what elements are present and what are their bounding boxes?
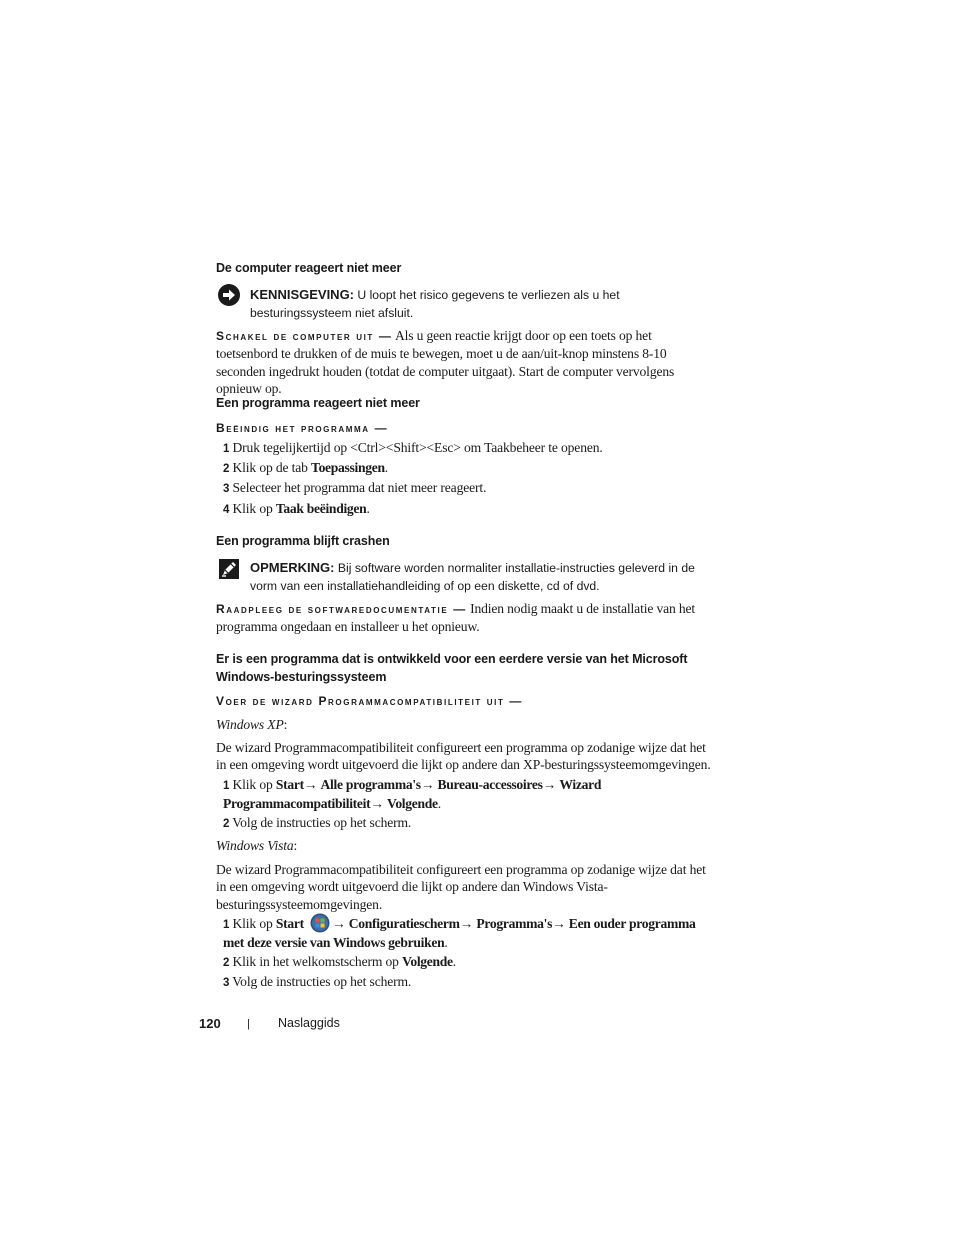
- arrow: →: [370, 796, 384, 812]
- paragraph-software-docs: [216, 600, 716, 636]
- action-end-program: [216, 419, 716, 437]
- colon: :: [293, 838, 298, 853]
- step-text: Selecteer het programma dat niet meer reageert.: [232, 480, 487, 495]
- step-text: Volg de instructies op het scherm.: [232, 815, 412, 830]
- ui-label-start: Start: [275, 916, 304, 931]
- action-text-software-docs: Indien nodig maakt u de installatie van het programma ongedaan en installeer u het opnieuw.: [216, 601, 696, 635]
- ui-label-use-older-program: Een ouder programma met deze versie van Windows gebruiken: [223, 916, 696, 951]
- action-title-compat-wizard: Voer de wizard Programmacompatibiliteit uit —: [216, 694, 524, 708]
- step-punct: .: [366, 501, 370, 516]
- step-text: Volg de instructies op het scherm.: [232, 974, 412, 989]
- note-label: OPMERKING:: [250, 560, 335, 575]
- ui-label-all-programs: Alle programma's: [320, 777, 421, 792]
- arrow: →: [552, 916, 566, 931]
- xp-step-2: [223, 814, 715, 833]
- ui-label-next: Volgende: [402, 954, 453, 969]
- ui-label-programs: Programma's: [476, 916, 553, 931]
- paragraph-power-off: [216, 327, 716, 397]
- arrow: →: [542, 777, 557, 792]
- step-4: [223, 500, 715, 519]
- step-text: Klik op: [232, 501, 276, 516]
- step-text: Druk tegelijkertijd op <Ctrl><Shift><Esc> om Taakbeheer te openen.: [232, 440, 603, 455]
- heading-program-keeps-crashing: Een programma blijft crashen: [216, 534, 390, 548]
- action-title-power-off: Schakel de computer uit —: [216, 329, 393, 343]
- note-pencil-icon: [218, 558, 240, 580]
- windows-start-orb-icon: [310, 913, 330, 933]
- xp-step-1: [223, 776, 715, 813]
- paragraph-vista-description: De wizard Programmacompatibiliteit configureert een programma op zodanige wijze dat het in een omgeving wordt uitgevoerd die lijkt op andere dan Windows Vista-besturingssysteemomgevingen.: [216, 862, 706, 912]
- colon: :: [283, 717, 288, 732]
- notice-arrow-icon: [218, 284, 240, 306]
- step-text: Klik op: [232, 916, 276, 931]
- step-3: [223, 479, 715, 498]
- step-punct: .: [452, 954, 457, 969]
- footer-title: Naslaggids: [278, 1016, 340, 1030]
- page-number: 120: [199, 1016, 221, 1031]
- step-2: [223, 459, 715, 478]
- notice-label: KENNISGEVING:: [250, 287, 355, 302]
- notice-block: [250, 286, 720, 322]
- vista-step-1: [223, 913, 715, 952]
- step-1: [223, 439, 715, 458]
- heading-older-windows-program: Er is een programma dat is ontwikkeld voor een eerdere versie van het Microsoft Windows-besturingssysteem: [216, 652, 688, 684]
- step-number: 3: [223, 483, 230, 495]
- step-text: Klik op de tab: [232, 460, 312, 475]
- step-number: 1: [223, 919, 230, 931]
- ui-label-start: Start: [275, 777, 304, 792]
- vista-step-3: [223, 973, 715, 992]
- vista-step-2: [223, 953, 715, 972]
- step-number: 2: [223, 463, 230, 475]
- step-text: Klik in het welkomstscherm op: [232, 954, 403, 969]
- windows-xp-label: Windows XP: [216, 717, 284, 732]
- step-number: 2: [223, 957, 230, 969]
- arrow: →: [420, 777, 435, 792]
- action-text-power-off: Als u geen reactie krijgt door op een toets op het toetsenbord te drukken of de muis te bewegen, moet u de aan/uit-knop minstens 8-10 seconden ingedrukt houden (totdat de computer uitgaat). Start de computer vervolgens opnieuw op.: [216, 328, 675, 396]
- step-number: 4: [223, 504, 230, 516]
- action-compat-wizard: [216, 692, 716, 710]
- step-number: 1: [223, 443, 230, 455]
- step-number: 3: [223, 977, 230, 989]
- step-punct: .: [444, 935, 448, 951]
- label-windows-vista: [216, 837, 716, 854]
- label-windows-xp: [216, 716, 716, 733]
- heading-program-not-responding: Een programma reageert niet meer: [216, 396, 420, 410]
- step-number: 2: [223, 818, 230, 830]
- action-title-software-docs: Raadpleeg de softwaredocumentatie —: [216, 602, 467, 616]
- paragraph-xp-description: De wizard Programmacompatibiliteit configureert een programma op zodanige wijze dat het in een omgeving wordt uitgevoerd die lijkt op andere dan XP-besturingssysteemomgevingen.: [216, 740, 711, 773]
- arrow: →: [303, 777, 318, 792]
- arrow: →: [332, 916, 346, 931]
- action-title-end-program: Beëindig het programma —: [216, 421, 389, 435]
- windows-vista-label: Windows Vista: [216, 838, 294, 853]
- step-punct: .: [437, 796, 442, 812]
- notice-text: U loopt het risico gegevens te verliezen als u het besturingssysteem niet afsluit.: [250, 288, 620, 320]
- footer-separator: |: [247, 1018, 250, 1030]
- step-number: 1: [223, 780, 230, 792]
- ui-label-next: Volgende: [387, 796, 438, 812]
- step-text: Klik op: [232, 777, 276, 792]
- heading-computer-not-responding: De computer reageert niet meer: [216, 261, 402, 275]
- note-text: Bij software worden normaliter installatie-instructies geleverd in de vorm van een installatiehandleiding of op een diskette, cd of dvd.: [250, 561, 695, 593]
- ui-label-control-panel: Configuratiescherm: [348, 916, 460, 931]
- step-punct: .: [384, 460, 389, 475]
- arrow: →: [459, 916, 474, 931]
- ui-label-accessories: Bureau-accessoires: [437, 777, 543, 792]
- note-block: [250, 559, 720, 595]
- ui-label-compat-wizard: Wizard Programmacompatibiliteit: [223, 777, 602, 812]
- ui-label-applications-tab: Toepassingen: [311, 460, 385, 475]
- ui-label-end-task: Taak beëindigen: [275, 501, 367, 516]
